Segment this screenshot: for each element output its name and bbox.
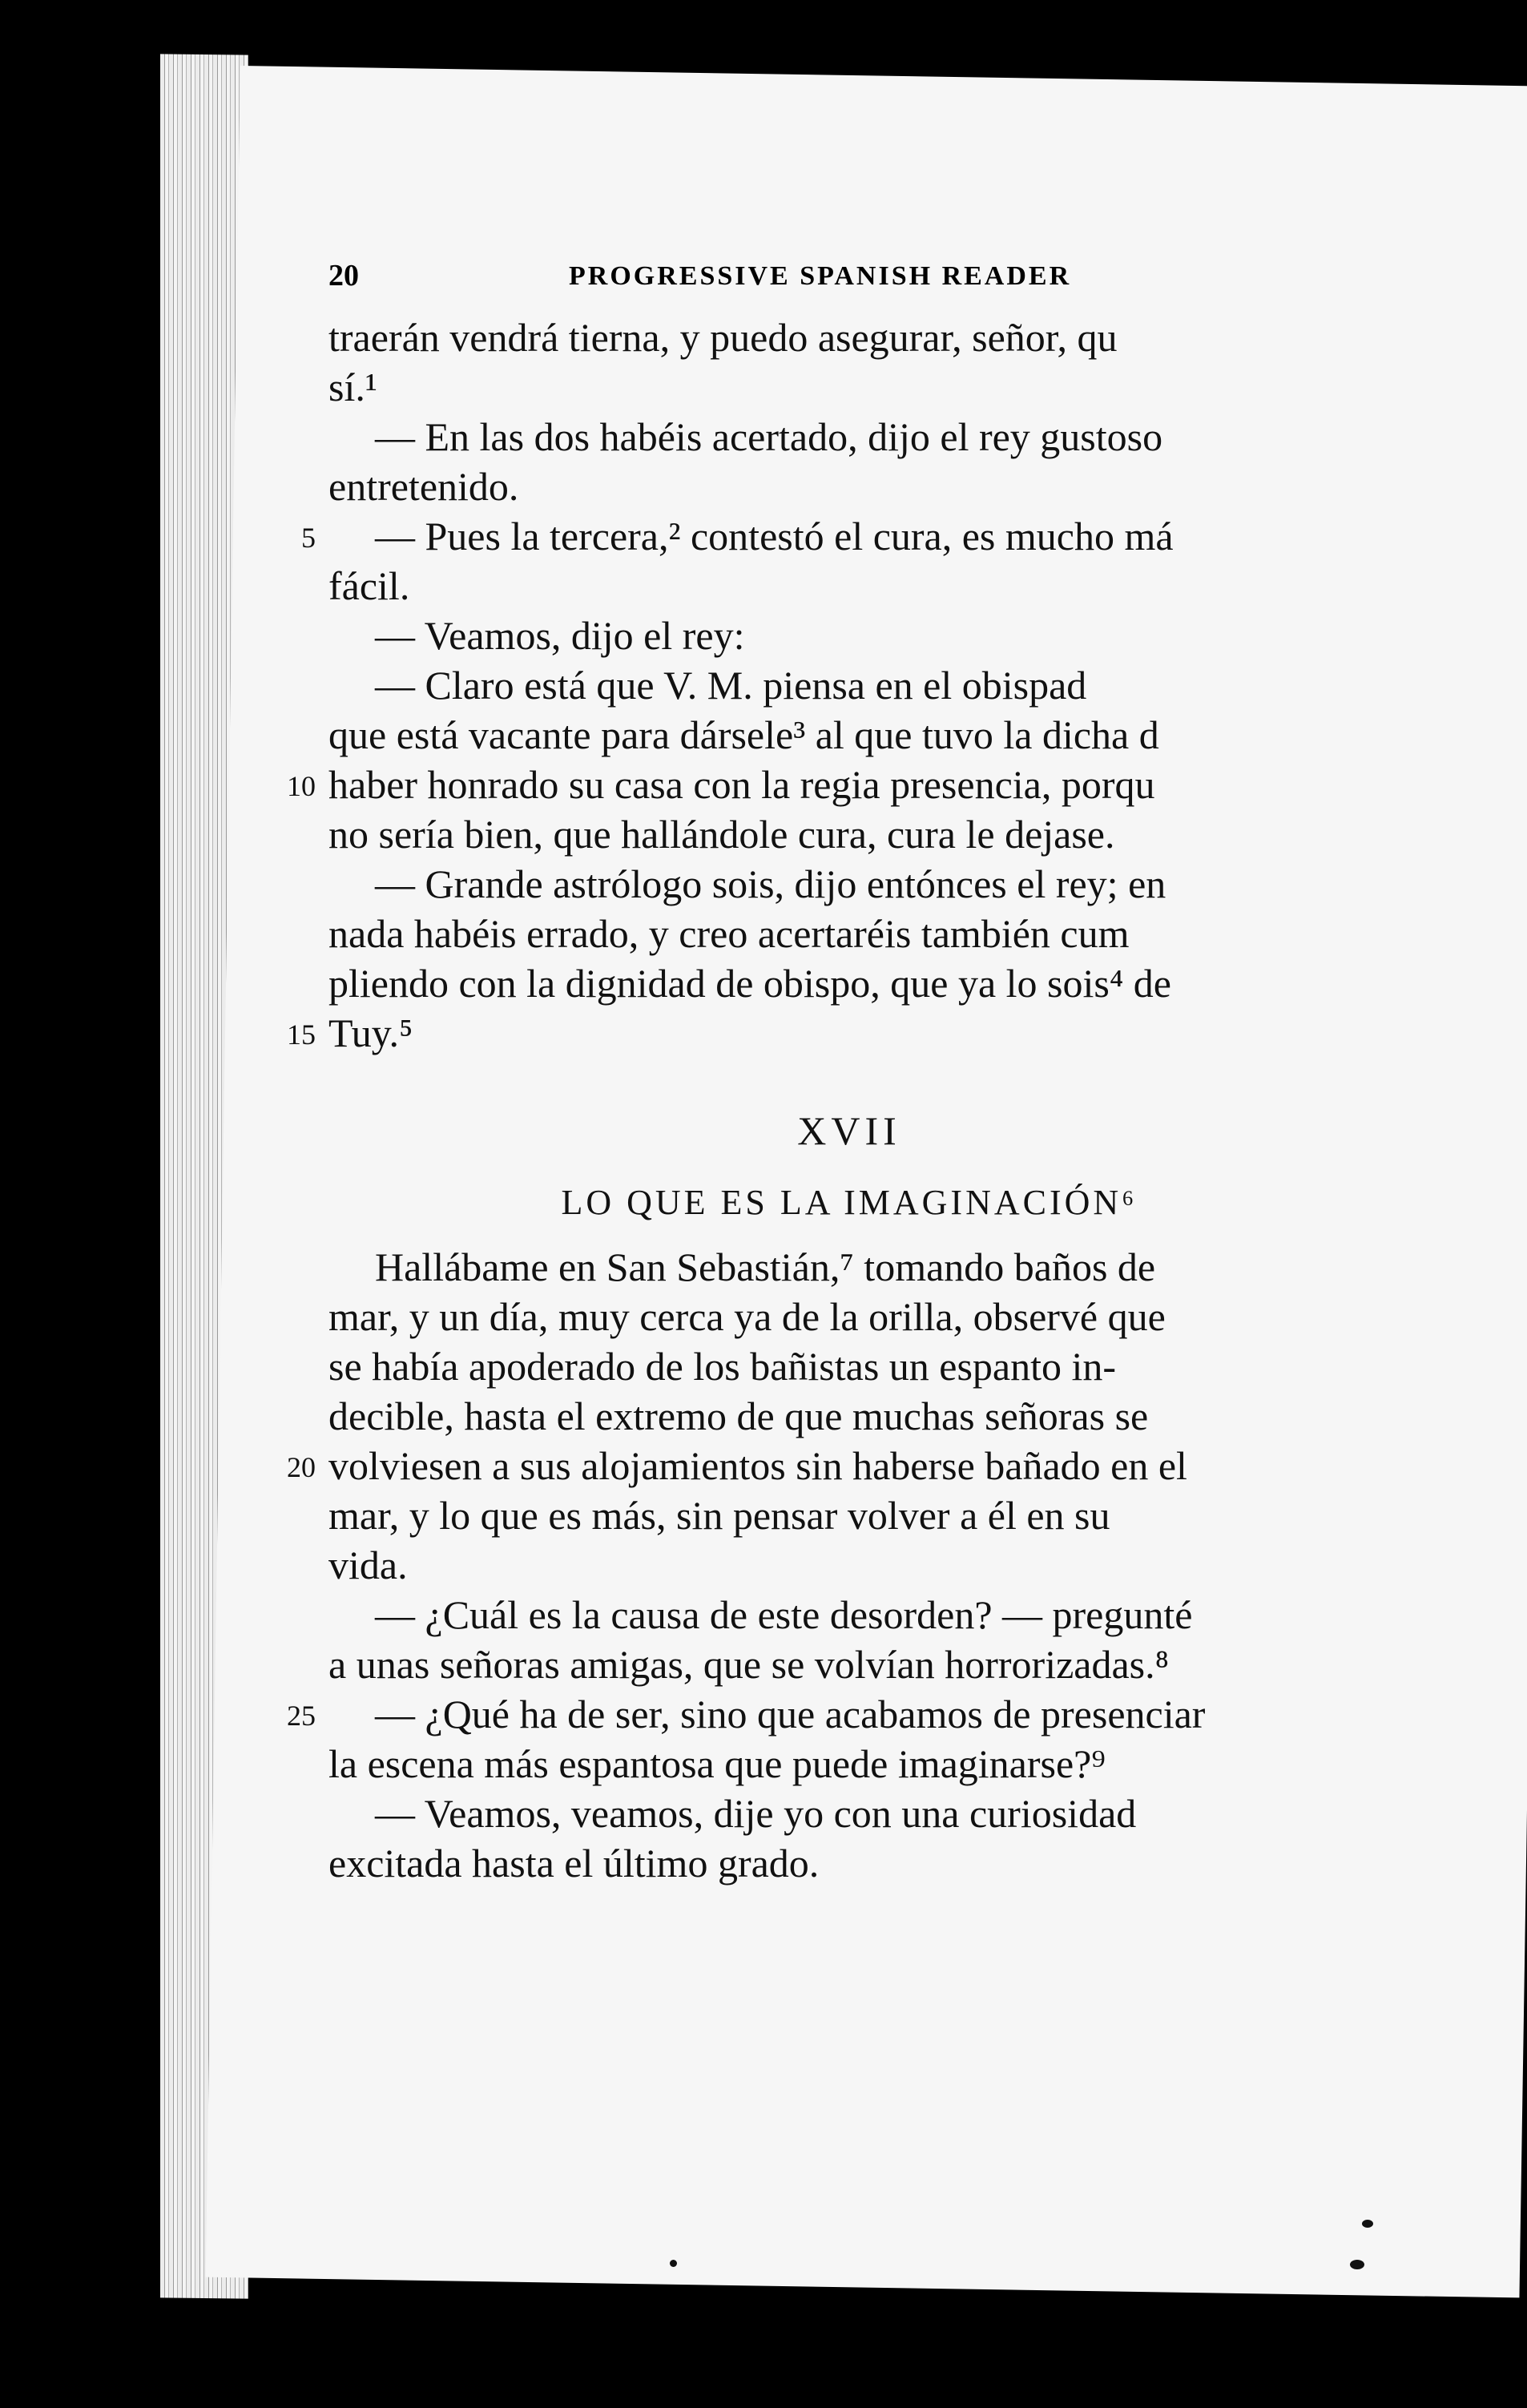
running-head: PROGRESSIVE SPANISH READER	[569, 261, 1072, 291]
text-line	[328, 561, 1370, 611]
line-text: nada habéis errado, y creo acertaréis también cum	[328, 911, 1130, 956]
text-line	[328, 1590, 1370, 1640]
text-line	[328, 809, 1370, 859]
line-text: — Pues la tercera,² contestó el cura, es mucho má	[375, 514, 1174, 559]
page-number: 20	[328, 259, 359, 292]
text-line	[328, 611, 1370, 660]
text-line	[287, 1441, 1370, 1490]
line-text: pliendo con la dignidad de obispo, que ya lo sois⁴ de	[328, 961, 1171, 1006]
line-number: 25	[287, 1700, 316, 1732]
text-line	[287, 1689, 1370, 1739]
text-line	[287, 760, 1370, 809]
text-line	[328, 909, 1370, 958]
text-line	[328, 1391, 1370, 1441]
text-line	[328, 1490, 1370, 1540]
line-text: se había apoderado de los bañistas un espanto in-	[328, 1344, 1117, 1389]
line-text: no sería bien, que hallándole cura, cura le dejase.	[328, 812, 1115, 857]
line-text: a unas señoras amigas, que se volvían horrorizadas.⁸	[328, 1642, 1170, 1687]
ink-speck	[1350, 2260, 1364, 2269]
text-line	[328, 462, 1370, 511]
line-text: vida.	[328, 1543, 408, 1587]
text-line	[328, 1739, 1370, 1789]
line-text: entretenido.	[328, 464, 519, 509]
line-text: excitada hasta el último grado.	[328, 1841, 820, 1886]
line-text: — Veamos, veamos, dije yo con una curiosidad	[375, 1791, 1137, 1836]
text-line	[328, 1789, 1370, 1838]
page-body	[287, 313, 1370, 1888]
line-text: — En las dos habéis acertado, dijo el rey gustoso	[375, 414, 1163, 459]
line-text: — ¿Cuál es la causa de este desorden? — pregunté	[375, 1592, 1193, 1637]
text-line	[328, 362, 1370, 412]
line-number: 15	[287, 1018, 316, 1051]
text-line	[287, 1008, 1370, 1058]
text-line	[328, 1540, 1370, 1590]
line-number: 10	[287, 770, 316, 802]
line-number: 20	[287, 1451, 316, 1483]
chapter-title: LO QUE ES LA IMAGINACIÓN⁶	[561, 1183, 1138, 1222]
text-line	[328, 1242, 1370, 1292]
line-text: volviesen a sus alojamientos sin haberse bañado en el	[328, 1443, 1187, 1488]
ink-speck	[670, 2260, 677, 2267]
line-text: — ¿Qué ha de ser, sino que acabamos de presenciar	[375, 1692, 1206, 1736]
line-text: Hallábame en San Sebastián,⁷ tomando baños de	[375, 1244, 1156, 1289]
line-text: — Grande astrólogo sois, dijo entónces el rey; en	[375, 861, 1166, 906]
page-header	[328, 258, 1370, 298]
text-line	[328, 859, 1370, 909]
text-line	[328, 1341, 1370, 1391]
story-ending	[287, 313, 1370, 1058]
line-text: Tuy.⁵	[328, 1010, 413, 1055]
text-line	[328, 313, 1370, 362]
line-text: que está vacante para dársele³ al que tuvo la dicha d	[328, 712, 1159, 757]
line-text: fácil.	[328, 563, 410, 608]
chapter-number: XVII	[797, 1108, 901, 1153]
line-text: — Veamos, dijo el rey:	[375, 613, 745, 658]
line-text: haber honrado su casa con la regia presencia, porqu	[328, 762, 1155, 807]
line-text: mar, y lo que es más, sin pensar volver a él en su	[328, 1493, 1110, 1538]
line-text: mar, y un día, muy cerca ya de la orilla, observé que	[328, 1294, 1166, 1339]
text-line	[328, 1838, 1370, 1888]
text-line	[328, 958, 1370, 1008]
text-line	[328, 412, 1370, 462]
text-line	[328, 1640, 1370, 1689]
text-line	[301, 511, 1370, 561]
line-text: — Claro está que V. M. piensa en el obispad	[375, 663, 1087, 708]
line-number: 5	[301, 522, 316, 554]
line-text: la escena más espantosa que puede imaginarse?⁹	[328, 1741, 1106, 1786]
chapter-text	[287, 1242, 1370, 1888]
line-text: sí.¹	[328, 365, 377, 409]
line-text: decible, hasta el extremo de que muchas señoras se	[328, 1394, 1149, 1438]
text-line	[328, 1292, 1370, 1341]
ink-speck	[1362, 2220, 1373, 2228]
line-text: traerán vendrá tierna, y puedo asegurar, señor, qu	[328, 315, 1118, 360]
text-line	[328, 660, 1370, 710]
text-line	[328, 710, 1370, 760]
